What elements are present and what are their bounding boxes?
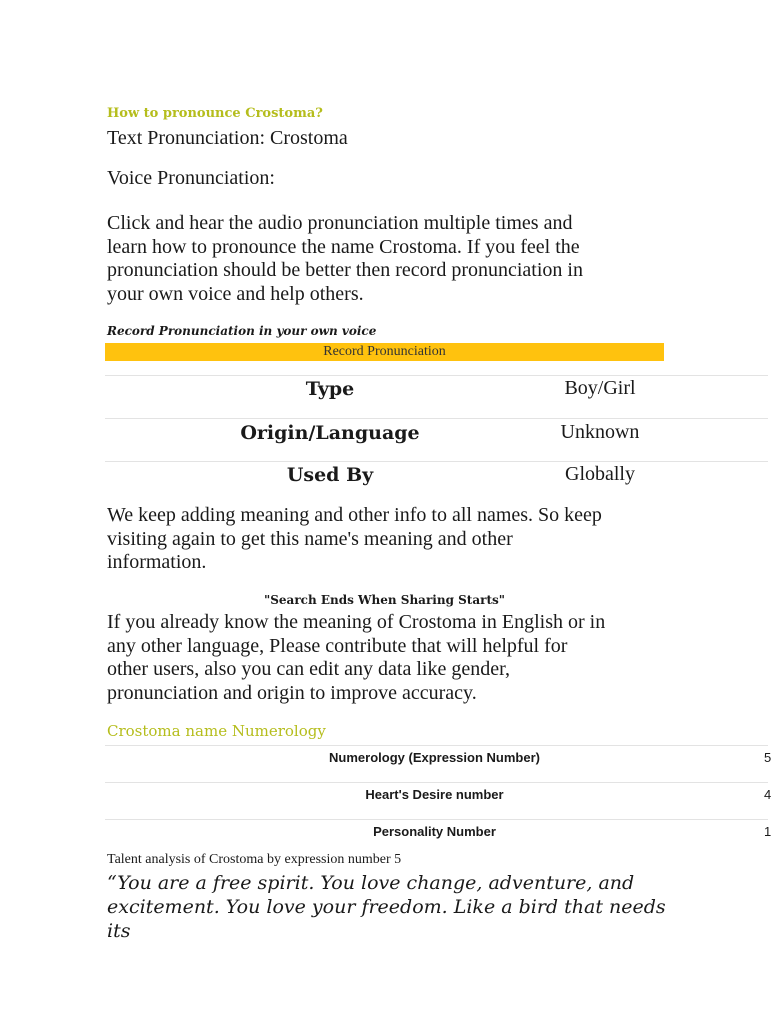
keep-adding-paragraph — [107, 504, 707, 575]
record-pronunciation-label: Record Pronunciation in your own voice — [107, 324, 377, 338]
info-key: Origin/Language — [240, 422, 420, 444]
description-line: your own voice and help others. — [107, 282, 364, 305]
info-value: Boy/Girl — [564, 377, 636, 399]
record-pronunciation-button[interactable]: Record Pronunciation — [105, 343, 664, 361]
voice-pronunciation: Voice Pronunciation: — [107, 167, 275, 189]
name-info-table — [105, 375, 768, 502]
numerology-row-personality — [105, 819, 771, 856]
info-key: Used By — [286, 464, 374, 486]
info-key: Type — [305, 378, 355, 400]
paragraph-line: pronunciation and origin to improve accuracy. — [107, 681, 477, 704]
info-row-used-by — [105, 461, 768, 502]
paragraph-line: information. — [107, 551, 207, 573]
info-value: Unknown — [560, 421, 640, 443]
quote-line: excitement. You love your freedom. Like a bird that needs its — [107, 896, 666, 942]
numerology-value: 5 — [764, 750, 771, 765]
paragraph-line: We keep adding meaning and other info to all names. So keep — [107, 504, 602, 526]
pronunciation-description — [107, 212, 707, 306]
text-pronunciation: Text Pronunciation: Crostoma — [107, 127, 348, 149]
pronounce-heading: How to pronounce Crostoma? — [107, 106, 323, 121]
paragraph-line: any other language, Please contribute that will helpful for — [107, 634, 568, 657]
quote-line: “You are a free spirit. You love change, adventure, and — [107, 872, 635, 894]
info-row-origin — [105, 418, 768, 461]
description-line: learn how to pronounce the name Crostoma. If you feel the — [107, 235, 580, 258]
slogan: "Search Ends When Sharing Starts" — [264, 593, 505, 607]
contribute-paragraph — [107, 611, 707, 705]
paragraph-line: If you already know the meaning of Crostoma in English or in — [107, 611, 606, 633]
numerology-value: 1 — [764, 824, 771, 839]
description-line: Click and hear the audio pronunciation multiple times and — [107, 212, 573, 234]
paragraph-line: visiting again to get this name's meaning and other — [107, 527, 513, 550]
info-row-type — [105, 375, 768, 418]
numerology-value: 4 — [764, 787, 771, 802]
info-value: Globally — [565, 463, 635, 485]
talent-quote — [107, 871, 667, 943]
paragraph-line: other users, also you can edit any data like gender, — [107, 658, 510, 680]
numerology-key: Numerology (Expression Number) — [329, 750, 540, 765]
numerology-heading: Crostoma name Numerology — [107, 722, 326, 740]
numerology-row-hearts-desire — [105, 782, 771, 819]
talent-analysis-line: Talent analysis of Crostoma by expression number 5 — [107, 852, 402, 867]
numerology-table — [105, 745, 771, 856]
numerology-key: Personality Number — [373, 824, 496, 839]
numerology-key: Heart's Desire number — [365, 787, 504, 802]
numerology-row-expression — [105, 745, 771, 782]
description-line: pronunciation should be better then record pronunciation in — [107, 259, 583, 281]
